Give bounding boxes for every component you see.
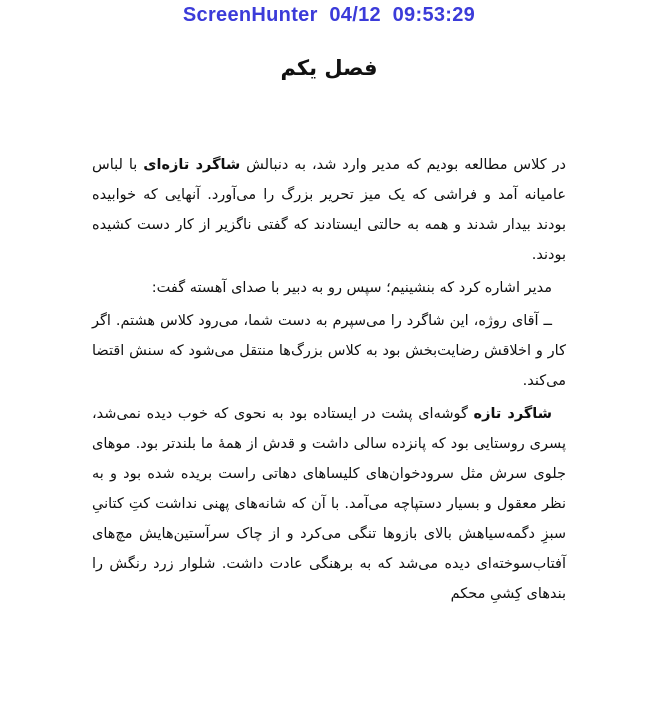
chapter-title: فصل یکم [280,56,378,80]
screenshot-watermark: ScreenHunter 04/12 09:53:29 [182,4,476,26]
document-body [92,150,566,612]
paragraph-3-text: ــ آقای روژه، این شاگرد را می‌سپرم به دست شما، می‌رود کلاس هشتم. اگر کار و اخلاقش رضایت‌بخش بود به کلاس بزرگ‌ها منتقل می‌شود که سنش اقتضا می‌کند. [92,313,566,389]
paragraph-4-text: گوشه‌ای پشت در ایستاده بود به نحوی که خوب دیده نمی‌شد، پسری روستایی بود که پانزده سالی داشت و قدش از همهٔ ما بلندتر بود. موهای جلوی سرش مثل سرودخوان‌های کلیساهای دهاتی راست بریده شده بود و به نظر معقول و بسیار دستپاچه می‌آمد. با آن که شانه‌های پهنی نداشت کتِ کتانیِ سبزِ دگمه‌سیاهش بالای بازوها تنگی می‌کرد و از چاک سرآستین‌هایش مچ‌های آفتاب‌سوخته‌ای دیده می‌شد که به برهنگی عادت داشت. شلوار زرد رنگش را بندهای کِشیِ محکم [92,406,566,602]
paragraph-4-bold-term: شاگرد تازه [473,406,552,422]
paragraph-1-text-start: در کلاس مطالعه بودیم که مدیر وارد شد، به دنبالش [240,157,567,173]
paragraph-4 [92,399,566,609]
paragraph-1-text-end: با لباس عامیانه آمد و فراشی که یک میز تحریر بزرگ را می‌آورد. آنهایی که خوابیده بودند بیدار شدند و همه به حالتی ایستادند که گفتی ناگزیر از کار دست کشیده بودند. [92,157,566,263]
paragraph-2-text: مدیر اشاره کرد که بنشینیم؛ سپس رو به دبیر با صدای آهسته گفت: [151,280,552,296]
paragraph-3 [92,306,566,396]
paragraph-2 [92,273,566,303]
paragraph-1 [92,150,566,270]
paragraph-1-bold-term: شاگرد تازه‌ای [143,157,241,173]
